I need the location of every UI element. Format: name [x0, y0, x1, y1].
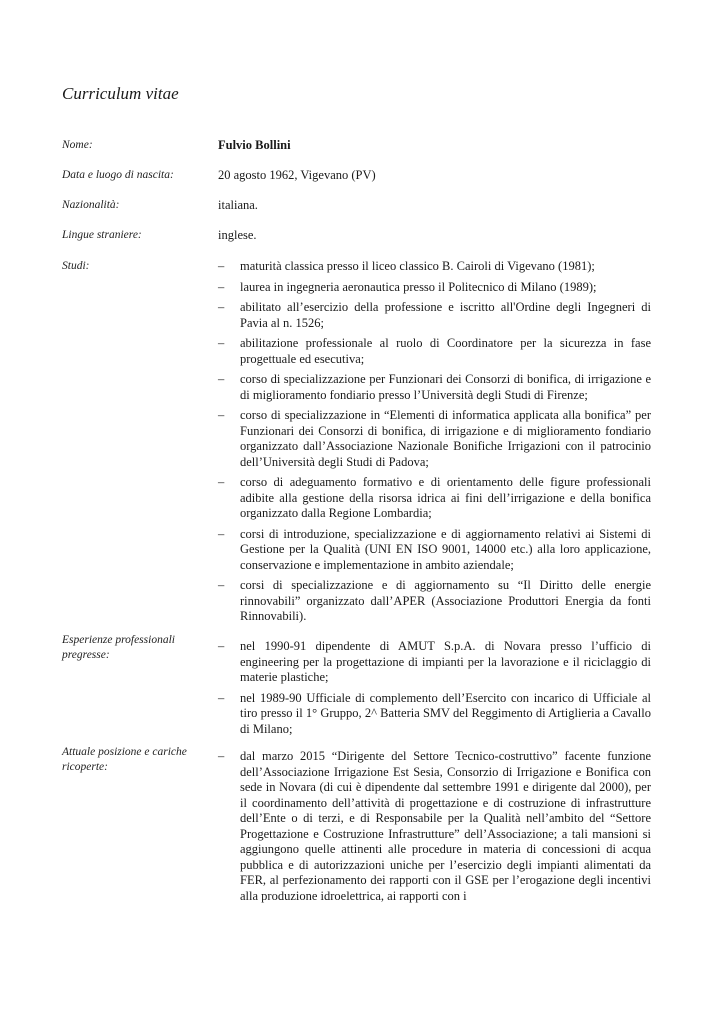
esperienze-list — [218, 639, 651, 742]
field-value: inglese. — [218, 228, 257, 242]
dash-bullet: – — [218, 690, 225, 705]
list-item: – nel 1989-90 Ufficiale di complemento dell’Esercito con incarico di Ufficiale al tiro presso il 1° Gruppo, 2^ Batteria SMV del Reggimento di Artiglieria a Cavallo di Milano; — [218, 690, 651, 736]
list-item: – corso di specializzazione per Funzionari dei Consorzi di bonifica, di irrigazione e di miglioramento fondiario presso l’Università degli Studi di Firenze; — [218, 372, 651, 402]
dash-bullet: – — [218, 578, 225, 592]
document-title: Curriculum vitae — [62, 84, 179, 103]
list-item: – laurea in ingegneria aeronautica presso il Politecnico di Milano (1989); — [218, 279, 597, 294]
dash-bullet: – — [218, 639, 225, 653]
section-label: Studi: — [62, 260, 90, 272]
list-item: – corso di specializzazione in “Elementi di informatica applicata alla bonifica” per Funzionari dei Consorzi di bonifica, di irrigazione e di miglioramento fondiario organizzato dall’Associazione Nazionale Bonifiche Irrigazioni con il patrocinio dell’Università degli Studi di Padova; — [218, 408, 651, 469]
list-item: – maturità classica presso il liceo classico B. Cairoli di Vigevano (1981); — [218, 259, 595, 273]
attuale-list — [218, 749, 651, 909]
dash-bullet: – — [218, 526, 225, 541]
dash-bullet: – — [218, 300, 225, 314]
list-item: – corsi di specializzazione e di aggiornamento su “Il Diritto delle energie rinnovabili” organizzato dall’APER (Associazione Produttori Energia da fonti Rinnovabili). — [218, 578, 651, 623]
field-label: Nome: — [62, 139, 93, 151]
field-label: Nazionalità: — [62, 199, 120, 211]
dash-bullet: – — [218, 475, 225, 489]
field-label: Lingue straniere: — [62, 229, 142, 241]
dash-bullet: – — [218, 336, 225, 350]
dash-bullet: – — [218, 749, 225, 763]
list-item: – nel 1990-91 dipendente di AMUT S.p.A. di Novara presso l’ufficio di engineering per la progettazione di impianti per la lavorazione e il riciclaggio di materie plastiche; — [218, 639, 651, 684]
dash-bullet: – — [218, 259, 225, 273]
section-label: Attuale posizione e cariche ricoperte: — [62, 746, 187, 773]
dash-bullet: – — [218, 279, 225, 294]
list-item: – corso di adeguamento formativo e di orientamento delle figure professionali adibite alla gestione della risorsa idrica ai fini dell’irrigazione e della bonifica organizzato dalla Regione Lombardia; — [218, 475, 651, 520]
dash-bullet: – — [218, 372, 225, 386]
studi-list — [218, 259, 651, 630]
field-value: 20 agosto 1962, Vigevano (PV) — [218, 168, 376, 182]
list-item: – dal marzo 2015 “Dirigente del Settore Tecnico-costruttivo” facente funzione dell’Associazione Irrigazione Est Sesia, Consorzio di Irrigazione e Bonifica con sede in Novara (di cui è dipendente dal settembre 1991 e dirigente dal 2000), per il coordinamento dell’attività di progettazione e di costruzione di infrastrutture dell’Ente o di terzi, e di Responsabile per la Qualità nell’ambito del “Settore Progettazione e Costruzione Infrastrutture” dell’Associazione; a tali mansioni si aggiungono quelle attinenti alle procedure in materia di concessioni di acqua pubblica e di autorizzazioni uniche per l’esercizio degli impianti alimentati da FER, al perfezionamento dei rapporti con il GSE per l’erogazione degli incentivi alla produzione idroelettrica, ai rapporti con i — [218, 749, 651, 903]
list-item: – abilitato all’esercizio della professione e iscritto all'Ordine degli Ingegneri di Pavia al n. 1526; — [218, 300, 651, 330]
dash-bullet: – — [218, 408, 225, 422]
list-item: – abilitazione professionale al ruolo di Coordinatore per la sicurezza in fase progettuale ed esecutiva; — [218, 336, 651, 366]
field-label: Data e luogo di nascita: — [62, 169, 174, 181]
field-value: Fulvio Bollini — [218, 138, 291, 152]
list-item: – corsi di introduzione, specializzazione e di aggiornamento relativi ai Sistemi di Gestione per la Qualità (UNI EN ISO 9001, 14000 etc.) alla loro applicazione, conservazione e implementazione in ambito aziendale; — [218, 526, 651, 572]
field-value: italiana. — [218, 198, 258, 212]
section-label: Esperienze professionali pregresse: — [62, 634, 175, 661]
